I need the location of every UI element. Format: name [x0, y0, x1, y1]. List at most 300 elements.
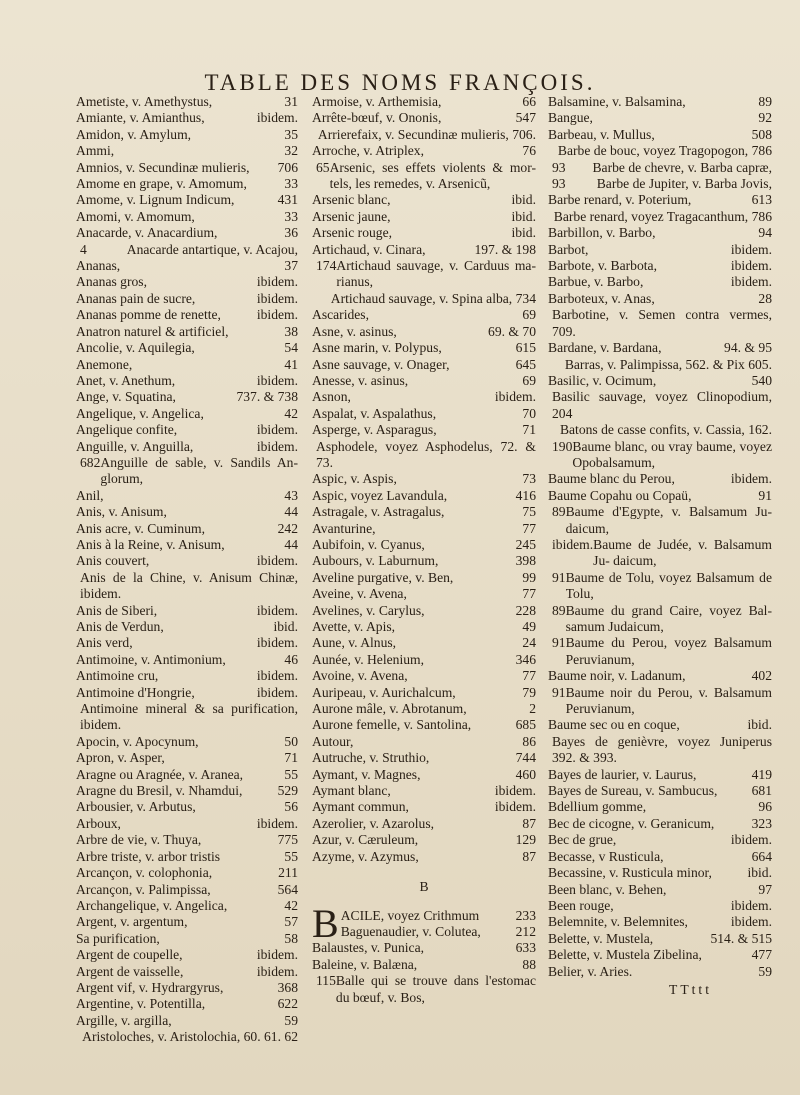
- index-entry: [312, 504, 536, 520]
- index-entry: [312, 127, 536, 143]
- index-entry: [312, 685, 536, 701]
- entry-name: Anis acre, v. Cuminum,: [76, 520, 205, 536]
- entry-page: ibidem.: [256, 602, 298, 618]
- index-entry: [76, 553, 298, 569]
- index-entry: [76, 357, 298, 373]
- entry-name: Ange, v. Squatina,: [76, 389, 176, 405]
- entry-page: 245: [515, 536, 536, 552]
- entry-page: ibidem.: [730, 241, 772, 257]
- entry-page: 682: [80, 454, 101, 470]
- index-entry: [312, 783, 536, 799]
- entry-page: 50: [284, 733, 298, 749]
- entry-name: Baume du Perou, voyez Balsamum Peruvianum,: [565, 635, 772, 667]
- entry-page: 69: [522, 307, 536, 323]
- entry-name: Barbe de chevre, v. Barba capræ,: [592, 159, 772, 175]
- index-entry: [312, 209, 536, 225]
- index-entry: [76, 964, 298, 980]
- entry-name: Arboux,: [76, 815, 121, 831]
- entry-page: ibidem.: [256, 438, 298, 454]
- index-entry: [312, 553, 536, 569]
- entry-name: Antimoine d'Hongrie,: [76, 684, 195, 700]
- entry-page: ibidem.: [256, 110, 298, 126]
- index-entry: [312, 734, 536, 750]
- entry-page: 174: [316, 258, 337, 274]
- entry-page: 2: [529, 701, 536, 717]
- entry-name: Arcançon, v. Palimpissa,: [76, 881, 211, 897]
- index-entry: [548, 914, 772, 930]
- entry-page: 775: [277, 832, 298, 848]
- page-title: TABLE DES NOMS FRANÇOIS.: [204, 70, 596, 95]
- entry-name: Anatron naturel & artificiel,: [76, 323, 229, 339]
- entry-name: Arsenic blanc,: [312, 192, 391, 208]
- index-entry: [312, 767, 536, 783]
- index-entry: [548, 931, 772, 947]
- entry-name: Barbe de Jupiter, v. Barba Jovis,: [596, 176, 772, 192]
- entry-page: 419: [751, 766, 772, 782]
- entry-name: Baguenaudier, v. Colutea,: [340, 923, 481, 939]
- index-entry: [76, 291, 298, 307]
- entry-name: Barras, v. Palimpissa, 562. & Pix 605.: [564, 356, 772, 372]
- entry-name: Arbre triste, v. arbor tristis: [76, 848, 221, 864]
- entry-name: Barbote, v. Barbota,: [548, 258, 657, 274]
- entry-page: ibidem.: [730, 897, 772, 913]
- index-entry: [548, 668, 772, 684]
- entry-page: 33: [284, 208, 298, 224]
- index-entry: [548, 783, 772, 799]
- entry-page: 368: [277, 979, 298, 995]
- entry-page: 24: [522, 635, 536, 651]
- entry-page: ibidem.: [256, 668, 298, 684]
- entry-name: Baume blanc du Perou,: [548, 471, 675, 487]
- index-entry: [76, 668, 298, 684]
- index-entry: [76, 422, 298, 438]
- index-entry: [312, 291, 536, 307]
- index-entry: [312, 110, 536, 126]
- entry-page: 89: [758, 94, 772, 109]
- entry-name: Anis de Siberi,: [76, 602, 158, 618]
- index-entry: [312, 832, 536, 848]
- entry-name: Azyme, v. Azymus,: [312, 848, 419, 864]
- entry-page: 65: [316, 159, 330, 175]
- entry-name: Been blanc, v. Behen,: [548, 881, 667, 897]
- index-entry: [548, 882, 772, 898]
- index-entry: [76, 324, 298, 340]
- entry-name: Ancolie, v. Aquilegia,: [76, 340, 195, 356]
- entry-name: Aragne du Bresil, v. Nhamdui,: [76, 783, 243, 799]
- entry-page: 212: [515, 923, 536, 939]
- entry-page: ibidem.: [256, 963, 298, 979]
- index-entry: [548, 307, 772, 340]
- entry-page: 59: [284, 1012, 298, 1028]
- entry-name: Aubours, v. Laburnum,: [312, 553, 439, 569]
- entry-name: Belette, v. Mustela,: [548, 930, 654, 946]
- entry-page: 77: [522, 668, 536, 684]
- index-entry: [548, 685, 772, 718]
- index-entry: [548, 389, 772, 422]
- entry-name: Batons de casse confits, v. Cassia, 162.: [559, 422, 772, 438]
- entry-name: Arbousier, v. Arbutus,: [76, 799, 196, 815]
- entry-name: Aragne ou Aragnée, v. Aranea,: [76, 766, 244, 782]
- entry-name: Basilic, v. Ocimum,: [548, 372, 657, 388]
- index-entry: [312, 619, 536, 635]
- index-entry: [76, 570, 298, 603]
- entry-name: Aveline purgative, v. Ben,: [312, 569, 454, 585]
- entry-name: Archangelique, v. Angelica,: [76, 897, 228, 913]
- entry-page: 211: [278, 865, 298, 881]
- entry-page: 36: [284, 225, 298, 241]
- entry-name: Baume de Judée, v. Balsamum Ju- daicum,: [593, 536, 772, 569]
- index-entry: [76, 143, 298, 159]
- entry-name: Asne sauvage, v. Onager,: [312, 356, 450, 372]
- entry-name: Balsamine, v. Balsamina,: [548, 94, 686, 109]
- index-entry: [312, 143, 536, 159]
- index-entry: [76, 734, 298, 750]
- entry-name: Angelique, v. Angelica,: [76, 405, 204, 421]
- entry-name: Anil,: [76, 487, 104, 503]
- index-entry: [76, 406, 298, 422]
- entry-name: Anis de Verdun,: [76, 619, 164, 634]
- index-entry: [312, 701, 536, 717]
- index-entry: [76, 980, 298, 996]
- index-entry: [76, 652, 298, 668]
- entry-page: 70: [522, 405, 536, 421]
- index-entry: [312, 521, 536, 537]
- entry-page: 706: [277, 159, 298, 175]
- index-entry: [312, 422, 536, 438]
- entry-page: 66: [522, 94, 536, 109]
- entry-name: Barbe de bouc, voyez Tragopogon, 786: [557, 143, 772, 159]
- index-entry: [312, 389, 536, 405]
- index-entry: [76, 882, 298, 898]
- entry-name: Argent de coupelle,: [76, 947, 183, 963]
- index-entry: [548, 176, 772, 192]
- entry-page: ibidem.: [256, 307, 298, 323]
- entry-page: [76, 1029, 80, 1045]
- entry-name: Balle qui se trouve dans l'estomac du bœuf, v. Bos,: [335, 973, 536, 1005]
- entry-name: Anemone,: [76, 356, 133, 372]
- entry-page: 42: [284, 405, 298, 421]
- entry-page: 37: [284, 258, 298, 274]
- index-entry: [312, 537, 536, 553]
- index-entry: [76, 242, 298, 258]
- index-entry: [548, 964, 772, 980]
- index-entry: [76, 455, 298, 488]
- index-entry: [312, 488, 536, 504]
- entry-name: Ananas pain de sucre,: [76, 290, 196, 306]
- entry-name: Asnon,: [312, 389, 351, 405]
- entry-page: ibidem.: [256, 635, 298, 651]
- index-entry: [548, 258, 772, 274]
- entry-name: Anis à la Reine, v. Anisum,: [76, 536, 225, 552]
- index-entry: [76, 931, 298, 947]
- entry-name: Baleine, v. Balæna,: [312, 956, 418, 972]
- index-entry: [312, 192, 536, 208]
- entry-page: ibidem.: [494, 389, 536, 405]
- index-entry: [548, 635, 772, 668]
- index-entry: [312, 471, 536, 487]
- entry-name: Avanturine,: [312, 520, 376, 536]
- entry-page: [548, 357, 552, 373]
- entry-page: 54: [284, 340, 298, 356]
- index-entry: [76, 750, 298, 766]
- index-entry: [548, 340, 772, 356]
- index-entry: [312, 225, 536, 241]
- index-entry: [548, 734, 772, 767]
- entry-name: Ametiste, v. Amethystus,: [76, 94, 213, 109]
- entry-name: Barbotine, v. Semen contra vermes, 709.: [552, 307, 772, 339]
- entry-name: Artichaud sauvage, v. Carduus ma- rianus,: [336, 258, 536, 290]
- entry-name: ACILE, voyez Crithmum: [340, 907, 480, 923]
- entry-name: Barbeau, v. Mullus,: [548, 126, 655, 142]
- entry-page: 59: [758, 963, 772, 979]
- entry-name: Bdellium gomme,: [548, 799, 647, 815]
- entry-name: Baume de Tolu, voyez Balsamum de Tolu,: [565, 569, 772, 602]
- entry-name: Barbe renard, v. Poterium,: [548, 192, 692, 208]
- index-entry: [312, 849, 536, 865]
- index-entry: [76, 832, 298, 848]
- entry-page: 622: [277, 996, 298, 1012]
- entry-page: 685: [515, 717, 536, 733]
- index-entry: [312, 373, 536, 389]
- index-entry: [548, 242, 772, 258]
- entry-name: Arsenic jaune,: [312, 208, 391, 224]
- index-entry: [548, 832, 772, 848]
- entry-page: 96: [758, 799, 772, 815]
- entry-page: 46: [284, 651, 298, 667]
- entry-name: Apron, v. Asper,: [76, 750, 165, 766]
- entry-page: 99: [522, 569, 536, 585]
- entry-name: Aymant, v. Magnes,: [312, 766, 421, 782]
- entry-name: Aune, v. Alnus,: [312, 635, 397, 651]
- entry-name: Basilic sauvage, voyez Clinopodium, 204: [552, 389, 772, 421]
- index-entry: [76, 767, 298, 783]
- index-entry: [76, 192, 298, 208]
- index-entry: [548, 471, 772, 487]
- entry-name: Barbot,: [548, 241, 589, 257]
- entry-page: ibidem.: [256, 815, 298, 831]
- entry-page: ibidem.: [552, 536, 594, 552]
- entry-page: ibidem.: [256, 947, 298, 963]
- index-entry: [548, 160, 772, 176]
- entry-page: ibid.: [511, 208, 536, 224]
- entry-page: 31: [284, 94, 298, 109]
- index-entry: [548, 570, 772, 603]
- entry-name: Armoise, v. Arthemisia,: [312, 94, 442, 109]
- index-entry: [312, 816, 536, 832]
- entry-page: 737. & 738: [236, 389, 298, 405]
- entry-name: Baume sec ou en coque,: [548, 717, 680, 733]
- entry-name: Anis de la Chine, v. Anisum Chinæ, ibidem.: [80, 569, 298, 602]
- entry-page: 77: [522, 520, 536, 536]
- index-entry: [76, 619, 298, 635]
- index-entry: [312, 668, 536, 684]
- index-entry: [76, 898, 298, 914]
- index-entry: [312, 973, 536, 1006]
- entry-name: Belette, v. Mustela Zibelina,: [548, 947, 702, 963]
- index-entry: [548, 816, 772, 832]
- entry-name: Bayes de genièvre, voyez Juniperus 392. & 393.: [552, 733, 772, 766]
- index-entry: [312, 357, 536, 373]
- entry-page: 56: [284, 799, 298, 815]
- index-entry: [312, 406, 536, 422]
- entry-name: Aurone mâle, v. Abrotanum,: [312, 701, 467, 717]
- entry-name: Arsenic, ses effets violents & mor- tels, les remedes, v. Arsenicũ,: [329, 159, 536, 192]
- entry-name: Amomi, v. Amomum,: [76, 208, 195, 224]
- entry-name: Autour,: [312, 733, 354, 749]
- index-entry: [76, 488, 298, 504]
- entry-page: 91: [552, 684, 566, 700]
- index-entry: [312, 324, 536, 340]
- index-entry: [76, 439, 298, 455]
- index-entry: [548, 898, 772, 914]
- entry-name: Arrierefaix, v. Secundinæ mulieris, 706.: [317, 126, 536, 142]
- entry-page: 97: [758, 881, 772, 897]
- entry-page: 129: [515, 832, 536, 848]
- index-entry: [548, 110, 772, 126]
- entry-name: Ananas gros,: [76, 274, 147, 290]
- entry-page: 87: [522, 848, 536, 864]
- index-entry: [548, 947, 772, 963]
- entry-name: Baume du grand Caire, voyez Bal- samum Judaicum,: [565, 602, 772, 634]
- entry-name: Been rouge,: [548, 897, 614, 913]
- index-entry: [548, 291, 772, 307]
- entry-page: 57: [284, 914, 298, 930]
- entry-name: Becassine, v. Rusticula minor,: [548, 865, 712, 881]
- entry-page: 89: [552, 602, 566, 618]
- index-entry: [76, 94, 298, 110]
- entry-page: ibid.: [273, 619, 298, 634]
- entry-page: 115: [316, 973, 336, 989]
- entry-name: Ammi,: [76, 143, 115, 159]
- entry-name: Barbue, v. Barbo,: [548, 274, 644, 290]
- entry-name: Bardane, v. Bardana,: [548, 340, 662, 356]
- entry-page: 547: [515, 110, 536, 126]
- index-entry: [312, 307, 536, 323]
- index-entry: [312, 258, 536, 291]
- entry-page: 38: [284, 323, 298, 339]
- index-entry: [76, 849, 298, 865]
- index-entry: [548, 422, 772, 438]
- entry-page: 42: [284, 897, 298, 913]
- entry-page: 540: [751, 372, 772, 388]
- entry-page: 71: [284, 750, 298, 766]
- index-entry: [548, 225, 772, 241]
- entry-name: Baume d'Egypte, v. Balsamum Ju- daicum,: [565, 504, 772, 536]
- entry-name: Argent vif, v. Hydrargyrus,: [76, 979, 224, 995]
- entry-name: Azerolier, v. Azarolus,: [312, 815, 435, 831]
- entry-page: 94: [758, 225, 772, 241]
- entry-page: ibidem.: [730, 471, 772, 487]
- entry-name: Antimoine mineral & sa purification, ibidem.: [80, 701, 298, 733]
- index-entry: [76, 783, 298, 799]
- index-entry: [548, 799, 772, 815]
- entry-name: Aurone femelle, v. Santolina,: [312, 717, 472, 733]
- index-entry: [76, 373, 298, 389]
- column-1: [76, 94, 298, 1046]
- entry-name: Becasse, v Rusticula,: [548, 848, 664, 864]
- index-entry: [312, 242, 536, 258]
- entry-page: 744: [515, 750, 536, 766]
- entry-page: 91: [552, 569, 566, 585]
- index-entry: [76, 1013, 298, 1029]
- entry-page: 41: [284, 356, 298, 372]
- entry-name: Amome, v. Lignum Indicum,: [76, 192, 235, 208]
- entry-name: Anesse, v. asinus,: [312, 372, 409, 388]
- entry-page: 73: [522, 471, 536, 487]
- drop-cap-letter: B: [312, 900, 339, 946]
- entry-name: Antimoine, v. Antimonium,: [76, 651, 226, 667]
- entry-name: Apocin, v. Apocynum,: [76, 733, 199, 749]
- entry-name: Arroche, v. Atriplex,: [312, 143, 424, 159]
- entry-name: Anis, v. Anisum,: [76, 504, 167, 520]
- entry-page: 58: [284, 930, 298, 946]
- entry-page: 613: [751, 192, 772, 208]
- entry-name: Amnios, v. Secundinæ mulieris,: [76, 159, 250, 175]
- entry-name: Baume noir, v. Ladanum,: [548, 668, 686, 684]
- entry-page: 514. & 515: [710, 930, 772, 946]
- index-entry: [548, 849, 772, 865]
- entry-name: Artichaud sauvage, v. Spina alba, 734: [330, 290, 536, 306]
- index-entry: [76, 274, 298, 290]
- entry-name: Belier, v. Aries.: [548, 963, 633, 979]
- entry-name: Barbillon, v. Barbo,: [548, 225, 656, 241]
- entry-page: 35: [284, 126, 298, 142]
- entry-name: Asphodele, voyez Asphodelus, 72. & 73.: [316, 438, 536, 470]
- entry-name: Aymant commun,: [312, 799, 409, 815]
- entry-page: 416: [515, 487, 536, 503]
- index-entry: [76, 603, 298, 619]
- index-entry: [76, 947, 298, 963]
- entry-page: 33: [284, 176, 298, 192]
- entry-page: 79: [522, 684, 536, 700]
- entry-page: 398: [515, 553, 536, 569]
- entry-name: Aunée, v. Helenium,: [312, 651, 424, 667]
- entry-page: ibidem.: [730, 914, 772, 930]
- entry-page: 323: [751, 815, 772, 831]
- entry-page: ibid.: [747, 717, 772, 733]
- entry-page: 49: [522, 619, 536, 634]
- entry-page: ibid.: [511, 225, 536, 241]
- entry-name: Aspic, voyez Lavandula,: [312, 487, 448, 503]
- entry-page: ibidem.: [256, 372, 298, 388]
- entry-name: Anet, v. Anethum,: [76, 372, 176, 388]
- entry-page: ibidem.: [494, 799, 536, 815]
- entry-page: 44: [284, 504, 298, 520]
- entry-name: Anguille, v. Anguilla,: [76, 438, 194, 454]
- entry-name: Ananas,: [76, 258, 121, 274]
- entry-name: Anacarde, v. Anacardium,: [76, 225, 218, 241]
- entry-page: ibidem.: [256, 422, 298, 438]
- entry-name: Aristoloches, v. Aristolochia, 60. 61. 62: [82, 1029, 298, 1045]
- entry-page: 86: [522, 733, 536, 749]
- index-entry: [548, 209, 772, 225]
- entry-name: Amidon, v. Amylum,: [76, 126, 192, 142]
- index-entry: [312, 799, 536, 815]
- entry-name: Baume noir du Perou, v. Balsamum Peruvianum,: [565, 684, 772, 717]
- entry-name: Arbre de vie, v. Thuya,: [76, 832, 202, 848]
- entry-page: 615: [515, 340, 536, 356]
- entry-name: Artichaud, v. Cinara,: [312, 241, 426, 257]
- entry-page: 77: [522, 586, 536, 602]
- entry-page: 94. & 95: [724, 340, 772, 356]
- index-entry: [312, 652, 536, 668]
- index-entry: [76, 340, 298, 356]
- index-entry: [76, 504, 298, 520]
- entry-page: 633: [515, 940, 536, 956]
- entry-name: Baume Copahu ou Copaü,: [548, 487, 692, 503]
- entry-page: 93: [552, 176, 566, 192]
- entry-page: ibid.: [511, 192, 536, 208]
